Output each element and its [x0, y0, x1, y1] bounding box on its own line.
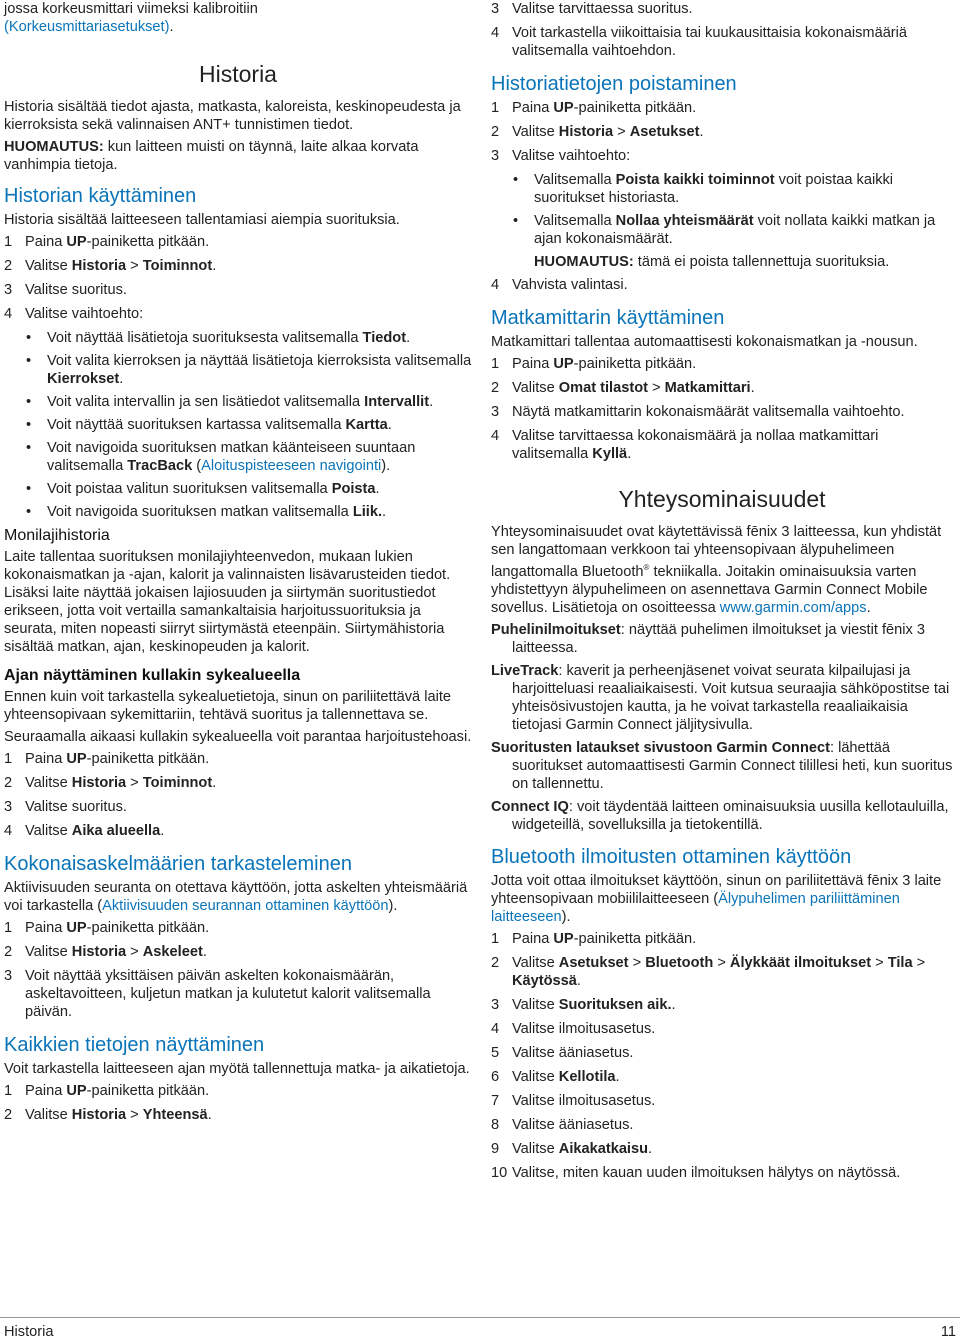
footer-page-number: 11 [940, 1324, 956, 1340]
bullet-icon: • [513, 213, 519, 229]
bullet-item [4, 480, 472, 498]
step-text: > [871, 954, 888, 971]
step-number: 1 [4, 1083, 13, 1099]
heading-matkamittarin-kayttaminen: Matkamittarin käyttäminen [491, 307, 725, 329]
step [491, 1164, 953, 1182]
step-key: UP [66, 234, 87, 250]
step-text: Valitse [512, 1140, 559, 1157]
step-key: Yhteensä [142, 1107, 208, 1123]
step-text: Valitse tarvittaessa kokonaismäärä ja nollaa matkamittari valitsemalla [512, 428, 879, 462]
bullet-key: Nollaa yhteismäärät [615, 213, 754, 229]
bullet-item [4, 503, 472, 521]
bullet-item [4, 439, 472, 475]
step-key: UP [553, 930, 574, 947]
heading-monilajihistoria: Monilajihistoria [4, 527, 110, 544]
step-key: UP [66, 1083, 87, 1099]
step [491, 1092, 953, 1110]
step-text: . [207, 1107, 212, 1123]
step-text: Valitse vaihtoehto: [512, 148, 631, 164]
left-column [4, 0, 472, 1130]
kok-text: Aktiivisuuden seuranta on otettava käyttöön, jotta askelten yhteismääriä voi tarkastella ( [4, 880, 468, 914]
step-number: 8 [491, 1116, 500, 1133]
step-number: 3 [4, 282, 13, 298]
link-alypuhelimen-pariliittaminen[interactable]: Älypuhelimen pariliittäminen laitteeseen [491, 890, 900, 925]
step-number: 1 [491, 356, 500, 372]
step-text: > [126, 258, 143, 274]
step-text: -painiketta pitkään. [573, 930, 697, 947]
intro-punct: . [169, 19, 174, 35]
step-text: > [628, 954, 646, 971]
step [4, 1082, 472, 1100]
note-label: HUOMAUTUS: [534, 254, 634, 270]
bullet-icon: • [26, 417, 32, 433]
step-number: 6 [491, 1068, 500, 1085]
step [491, 1020, 953, 1038]
bullet-text: . [382, 504, 387, 520]
feature-text: : lähettää suoritukset automaattisesti Garmin Connect tilillesi heti, kun suoritus on tallennettu. [512, 739, 953, 792]
step-number: 4 [491, 1020, 500, 1037]
kok-text: ). [388, 898, 398, 914]
bullet-text: Voit navigoida suorituksen matkan valitsemalla [47, 504, 353, 520]
step-key: Tila [887, 954, 913, 971]
bullet-key: TracBack [127, 458, 193, 474]
step-text: . [212, 775, 217, 791]
step-key: Toiminnot [142, 258, 213, 274]
step [491, 1068, 953, 1086]
bullet-icon: • [26, 440, 32, 456]
link-aktiivisuuden-seuranta[interactable]: Aktiivisuuden seurannan ottaminen käyttöön [102, 898, 389, 914]
step-key: Historia [71, 258, 127, 274]
ajan-paragraph-1: Ennen kuin voit tarkastella sykealuetietoja, sinun on pariliitettävä laite yhteensopivaan sykemittariin, tehtävä suoritus ja tallennettava se. [4, 689, 451, 723]
step-key: Matkamittari [664, 380, 751, 396]
link-aloituspisteeseen-navigointi[interactable]: Aloituspisteeseen navigointi [201, 458, 382, 474]
step-number: 5 [491, 1044, 500, 1061]
bullet-item [4, 352, 472, 388]
step-text: Valitse suoritus. [25, 282, 127, 298]
step-text: Valitse [512, 380, 559, 396]
step-text: . [202, 944, 207, 960]
step-number: 7 [491, 1092, 500, 1109]
step-text: > [613, 124, 630, 140]
step-number: 10 [491, 1164, 508, 1181]
step [4, 1106, 472, 1124]
bullet-key: Liik. [352, 504, 383, 520]
step [4, 822, 472, 840]
bullet-key: Poista kaikki toiminnot [615, 172, 775, 188]
step-key: UP [553, 100, 574, 116]
step-number: 2 [4, 258, 13, 274]
step-number: 2 [4, 944, 13, 960]
bullet-key: Poista [331, 481, 376, 497]
bullet-text: Voit navigoida suorituksen matkan käänteiseen suuntaan valitsemalla [47, 440, 416, 474]
heading-yhteysominaisuudet: Yhteysominaisuudet [618, 486, 826, 512]
step-text: Valitse ilmoitusasetus. [512, 1020, 656, 1037]
step-text: . [648, 1140, 653, 1157]
step-text: -painiketta pitkään. [86, 920, 210, 936]
step [4, 305, 472, 323]
bullet-icon: • [26, 353, 32, 369]
bullet-item [4, 416, 472, 434]
step-number: 4 [491, 277, 500, 293]
bullet-icon: • [513, 172, 519, 188]
step-text: Valitse tarvittaessa suoritus. [512, 1, 693, 17]
bullet-text: Voit valita kierroksen ja näyttää lisätietoja kierroksista valitsemalla [47, 353, 472, 369]
step-number: 1 [491, 100, 500, 116]
feature-item [491, 662, 953, 734]
heading-kaikkien-tietojen: Kaikkien tietojen näyttäminen [4, 1034, 265, 1056]
bullet-text: Voit näyttää suorituksen kartassa valitsemalla [47, 417, 346, 433]
step-key: Historia [71, 944, 127, 960]
step [491, 1116, 953, 1134]
feature-text: : voit täydentää laitteen ominaisuuksia uusilla kellotauluilla, widgeteillä, sovelluksilla ja tietokentillä. [512, 798, 949, 833]
step [491, 123, 953, 141]
step-text: -painiketta pitkään. [573, 356, 697, 372]
step-key: Historia [558, 124, 614, 140]
step-key: Suorituksen aik. [558, 996, 672, 1013]
step-text: Valitse [512, 1068, 559, 1085]
step [4, 943, 472, 961]
feature-item [491, 621, 953, 657]
step-key: Käytössä [512, 972, 577, 989]
step-text: > [126, 944, 143, 960]
bullet-text: Valitsemalla [534, 213, 616, 229]
step [491, 379, 953, 397]
step-text: Valitse ääniasetus. [512, 1116, 634, 1133]
note-label: HUOMAUTUS: [4, 139, 104, 155]
bullet-text: ). [381, 458, 391, 474]
step-key: Historia [71, 1107, 127, 1123]
step-text: . [671, 996, 676, 1013]
step-text: > [713, 954, 730, 971]
heading-bluetooth-ilmoitukset: Bluetooth ilmoitusten ottaminen käyttöön [491, 845, 852, 868]
bullet-item [491, 171, 953, 207]
note-text: kun laitteen muisti on täynnä, laite alkaa korvata vanhimpia tietoja. [4, 139, 419, 173]
step-text: . [627, 446, 632, 462]
yht-text: tekniikalla. Joitakin ominaisuuksia varten yhdistettyyn älypuhelimeen on asennettava Garmin Connect Mobile sovellus. Lisätietoja on osoitteessa [491, 563, 928, 616]
step-key: Älykkäät ilmoitukset [729, 954, 872, 971]
step-text: > [126, 775, 143, 791]
bt-text: ). [561, 908, 571, 925]
step [491, 355, 953, 373]
historia-paragraph: Historia sisältää tiedot ajasta, matkasta, kaloreista, keskinopeudesta ja kierroksista sekä valinnaisen ANT+ tunnistimen tiedot. [4, 99, 461, 133]
feature-item [491, 798, 953, 834]
step-key: Asetukset [558, 954, 629, 971]
page-footer [0, 1317, 960, 1340]
step-key: UP [66, 920, 87, 936]
poist-note [491, 253, 953, 271]
bt-text: Jotta voit ottaa ilmoitukset käyttöön, sinun on pariliitettävä fēnix 3 laite yhteensopivaan mobiililaitteeseen ( [491, 872, 942, 907]
kaik-paragraph: Voit tarkastella laitteeseen ajan myötä tallennettuja matka- ja aikatietoja. [4, 1061, 470, 1077]
bullet-icon: • [26, 504, 32, 520]
bullet-key: Intervallit [364, 394, 430, 410]
footer-section-title: Historia [4, 1324, 54, 1340]
step-text: Valitse [25, 823, 72, 839]
step-text: Valitse [25, 1107, 72, 1123]
step-text: Paina [512, 100, 554, 116]
feature-name: LiveTrack [491, 662, 559, 679]
step-key: Historia [71, 775, 127, 791]
step-key: UP [66, 751, 87, 767]
kok-paragraph [4, 879, 472, 915]
bullet-text: . [406, 330, 411, 346]
step-number: 1 [4, 234, 13, 250]
matka-paragraph: Matkamittari tallentaa automaattisesti kokonaismatkan ja -nousun. [491, 334, 918, 350]
step-text: Valitse ilmoitusasetus. [512, 1092, 656, 1109]
feature-name: Suoritusten lataukset sivustoon Garmin Connect [491, 739, 830, 756]
step-text: . [576, 972, 581, 989]
step [491, 996, 953, 1014]
step-number: 3 [491, 996, 500, 1013]
step-text: Paina [25, 751, 67, 767]
bt-paragraph [491, 872, 953, 926]
feature-name: Puhelinilmoitukset [491, 621, 621, 638]
step-key: Aikakatkaisu [558, 1140, 649, 1157]
bullet-text: Voit näyttää lisätietoja suorituksesta valitsemalla [47, 330, 363, 346]
step-text: Valitse vaihtoehto: [25, 306, 144, 322]
step-text: Paina [25, 234, 67, 250]
step [491, 1140, 953, 1158]
step-number: 1 [4, 751, 13, 767]
feature-name: Connect IQ [491, 798, 569, 815]
step-number: 3 [491, 148, 500, 164]
bullet-item [4, 393, 472, 411]
bullet-text: voit poistaa kaikki suoritukset historiasta. [534, 172, 894, 206]
step-text: Paina [512, 930, 554, 947]
step-text: Valitse [512, 124, 559, 140]
step-text: . [160, 823, 165, 839]
step [4, 774, 472, 792]
bullet-key: Kartta [345, 417, 388, 433]
step [4, 750, 472, 768]
step [491, 427, 953, 463]
heading-historiatietojen-poistaminen: Historiatietojen poistaminen [491, 73, 737, 95]
step-text: Paina [512, 356, 554, 372]
step-number: 9 [491, 1140, 500, 1157]
yht-text: Yhteysominaisuudet ovat käytettävissä fēnix 3 laitteessa, kun yhdistät sen langattomaan verkkoon tai yhteensopivaan älypuhelimeen langattomalla Bluetooth [491, 524, 942, 580]
step-key: Kyllä [592, 446, 628, 462]
bullet-key: Tiedot [362, 330, 407, 346]
bullet-item [491, 212, 953, 248]
step-text: Paina [25, 920, 67, 936]
step-key: Kellotila [558, 1068, 616, 1085]
step-text: -painiketta pitkään. [573, 100, 697, 116]
step-key: Bluetooth [645, 954, 714, 971]
link-garmin-apps[interactable]: www.garmin.com/apps [719, 599, 867, 616]
step-number: 4 [4, 306, 13, 322]
step-text: Valitse [512, 996, 559, 1013]
step-number: 4 [491, 25, 500, 41]
bullet-text: Voit valita intervallin ja sen lisätiedot valitsemalla [47, 394, 365, 410]
bullet-text: Voit poistaa valitun suorituksen valitsemalla [47, 481, 332, 497]
historia-note [4, 138, 472, 174]
step-key: Asetukset [629, 124, 700, 140]
step-text: > [647, 380, 665, 396]
feature-item [491, 739, 953, 793]
step-text: -painiketta pitkään. [86, 234, 210, 250]
step-text: Näytä matkamittarin kokonaismäärät valitsemalla vaihtoehto. [512, 404, 905, 420]
step-key: Omat tilastot [558, 380, 648, 396]
step [491, 1044, 953, 1062]
step-text: Valitse [25, 944, 72, 960]
step [491, 24, 953, 60]
bullet-text: ( [192, 458, 202, 474]
step [491, 403, 953, 421]
step-number: 2 [491, 954, 500, 971]
step-key: Aika alueella [71, 823, 161, 839]
step [491, 954, 953, 990]
bullet-item [4, 329, 472, 347]
heading-kokonaisaskelmaarat: Kokonaisaskelmäärien tarkasteleminen [4, 853, 352, 875]
step [491, 930, 953, 948]
step-key: Toiminnot [142, 775, 213, 791]
step [4, 257, 472, 275]
step-text: Voit näyttää yksittäisen päivän askelten kokonaismäärän, askeltavoitteen, kuljetun matkan ja kulutetut kalorit valitsemalla päivän. [25, 968, 431, 1020]
bullet-text: . [119, 371, 124, 387]
step-text: Valitse [512, 954, 559, 971]
moni-paragraph: Laite tallentaa suorituksen monilajiyhteenvedon, mukaan lukien kokonaismatkan ja -ajan, kalorit ja valinnaisten lisävarusteiden tiedot. Lisäksi laite näyttää jokaisen lajiosuuden ja siirtymän suoritustiedot erikseen, jotta voit vertailla samankaltaisia harjoitussuorituksia ja seurata, miten nopeasti siirryt siirtymästä eteenpäin. Siirtymähistoria sisältää matkan, ajan, keskinopeuden ja kalorit. [4, 549, 451, 655]
step-key: UP [553, 356, 574, 372]
step-text: Valitse [25, 258, 72, 274]
step-text: . [750, 380, 755, 396]
bullet-icon: • [26, 330, 32, 346]
step-number: 2 [4, 1107, 13, 1123]
heading-historian-kayttaminen: Historian käyttäminen [4, 185, 197, 207]
step-number: 3 [491, 404, 500, 420]
bullet-text: voit nollata kaikki matkan ja ajan kokonaismäärät. [534, 213, 936, 247]
right-column [491, 0, 953, 1188]
step-text: -painiketta pitkään. [86, 751, 210, 767]
step-key: Askeleet [142, 944, 203, 960]
step [491, 99, 953, 117]
step-number: 1 [4, 920, 13, 936]
kaytt-paragraph: Historia sisältää laitteeseen tallentamiasi aiempia suorituksia. [4, 212, 400, 228]
note-text: tämä ei poista tallennettuja suorituksia. [633, 254, 890, 270]
step [4, 281, 472, 299]
yht-paragraph [491, 523, 953, 617]
registered-mark: ® [643, 563, 650, 572]
bullet-icon: • [26, 394, 32, 410]
bullet-icon: • [26, 481, 32, 497]
step-text: Valitse [25, 775, 72, 791]
bullet-text: . [387, 417, 392, 433]
step [491, 0, 953, 18]
step-text: Valitse, miten kauan uuden ilmoituksen hälytys on näytössä. [512, 1164, 901, 1181]
link-korkeusmittariasetukset[interactable]: (Korkeusmittariasetukset) [4, 19, 170, 35]
step [4, 919, 472, 937]
bullet-text: Valitsemalla [534, 172, 616, 188]
step-text: Valitse suoritus. [25, 799, 127, 815]
intro-text: jossa korkeusmittari viimeksi kalibroitiin [4, 1, 258, 17]
bullet-text: . [429, 394, 434, 410]
step [4, 798, 472, 816]
ajan-paragraph-2: Seuraamalla aikaasi kullakin sykealueella voit parantaa harjoitustehoasi. [4, 729, 472, 745]
step [491, 276, 953, 294]
step-text: . [699, 124, 704, 140]
step-number: 3 [4, 799, 13, 815]
step-number: 2 [4, 775, 13, 791]
step-number: 4 [4, 823, 13, 839]
bullet-key: Kierrokset [47, 371, 120, 387]
step-number: 2 [491, 380, 500, 396]
bullet-text: . [375, 481, 380, 497]
heading-historia: Historia [199, 61, 277, 87]
feature-text: : kaverit ja perheenjäsenet voivat seurata kilpailujasi ja harjoitteluasi reaaliaikaisesti. Voit kutsua seuraajia sähköpostitse tai yhteisösivustojen kautta, ja he voivat tarkastella reaaliaikaisia tietojasi Garmin Connect jäljitysivulla. [512, 662, 950, 733]
step-text: Voit tarkastella viikoittaisia tai kuukausittaisia kokonaismääriä valitsemalla vaihtoehdon. [512, 25, 908, 59]
step-number: 1 [491, 930, 500, 947]
step [491, 147, 953, 165]
step-text: > [126, 1107, 143, 1123]
step-text: Vahvista valintasi. [512, 277, 628, 293]
step-text: -painiketta pitkään. [86, 1083, 210, 1099]
step-text: Paina [25, 1083, 67, 1099]
step-number: 2 [491, 124, 500, 140]
step-number: 3 [491, 1, 500, 17]
step-number: 3 [4, 968, 13, 984]
step [4, 233, 472, 251]
yht-text: . [866, 599, 871, 616]
step-text: Valitse ääniasetus. [512, 1044, 634, 1061]
intro-paragraph [4, 0, 472, 36]
step [4, 967, 472, 1021]
step-text: . [615, 1068, 620, 1085]
step-number: 4 [491, 428, 500, 444]
heading-ajan-nayttaminen: Ajan näyttäminen kullakin sykealueella [4, 667, 301, 684]
feature-text: : näyttää puhelimen ilmoitukset ja viestit fēnix 3 laitteessa. [512, 621, 925, 656]
step-text: > [912, 954, 926, 971]
step-text: . [212, 258, 217, 274]
